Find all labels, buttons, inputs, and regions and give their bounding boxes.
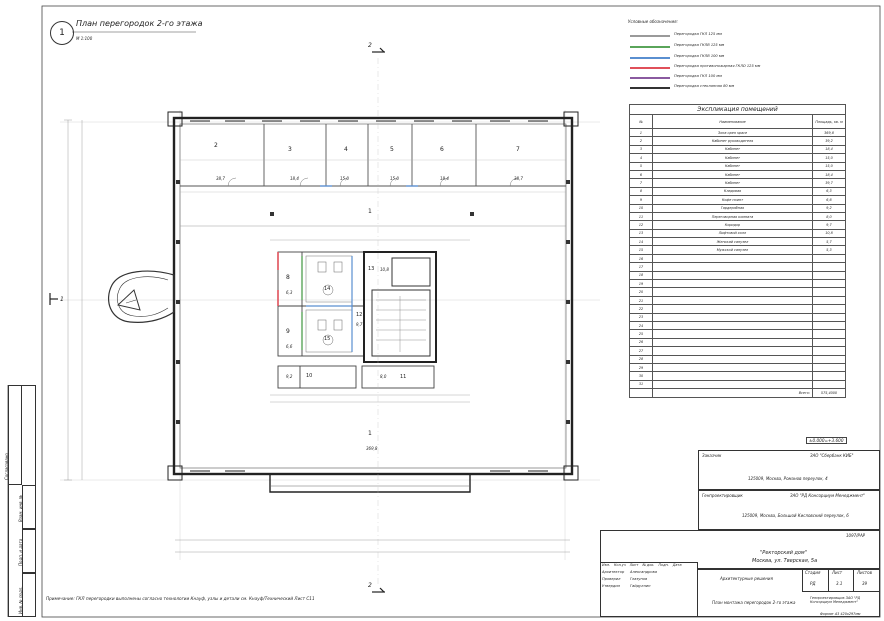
explication-cell-area [813, 363, 846, 371]
explication-cell-area [813, 305, 846, 313]
room-13-tag: 13 [368, 266, 375, 272]
explication-cell-no: 12 [630, 221, 653, 229]
side-label-approved: Согласовано [4, 453, 9, 480]
explication-cell-no: 29 [630, 363, 653, 371]
explication-cell-area [813, 254, 846, 262]
explication-row [630, 296, 846, 304]
legend-swatch [630, 77, 670, 79]
explication-cell-name [653, 288, 813, 296]
explication-row [630, 288, 846, 296]
explication-cell-area [813, 296, 846, 304]
explication-row [630, 347, 846, 355]
legend-label: Перегородка ГКЛ 125 мм [674, 32, 722, 36]
legend-swatch [630, 46, 670, 48]
explication-cell-name [653, 330, 813, 338]
explication-cell-name [653, 280, 813, 288]
legend-swatch [630, 67, 670, 69]
external-stair [109, 271, 174, 322]
explication-cell-area [813, 280, 846, 288]
explication-cell-no: 16 [630, 254, 653, 262]
legend-item [630, 84, 760, 92]
room-2-area: 38,7 [216, 176, 225, 181]
col-no-header: № [630, 115, 653, 129]
drawing-note: Примечание: ГКЛ перегородки выполнены согласно технологии Кнауф, узлы и детали см. Кнауф/Технический Лист С11 [46, 596, 315, 601]
side-cell [22, 573, 36, 617]
explication-cell-name [653, 305, 813, 313]
sheets-label: Листов [857, 570, 872, 575]
explication-cell-no: 3 [630, 145, 653, 153]
legend-item [630, 54, 760, 62]
explication-cell-area: 6,6 [813, 196, 846, 204]
legend-item [630, 32, 760, 40]
explication-cell-no: 28 [630, 355, 653, 363]
explication-cell-area [813, 355, 846, 363]
rev-header-cell: № док. [642, 563, 655, 567]
project-address: Москва, ул. Тверская, 5а [752, 558, 818, 564]
explication-cell-area [813, 288, 846, 296]
section-label-top: 2 [368, 42, 372, 49]
name-approved: Гайдуллин [630, 584, 651, 588]
customer-address: 125009, Москва, Романов переулок, 4 [748, 476, 828, 481]
room-10-tag: 10 [306, 373, 313, 379]
explication-row [630, 238, 846, 246]
explication-cell-name: Кабинет [653, 179, 813, 187]
stage-value: РД [810, 581, 816, 586]
name-architect: Александрова [630, 570, 657, 574]
explication-cell-area [813, 271, 846, 279]
explication-row [630, 145, 846, 153]
explication-cell-no: 11 [630, 212, 653, 220]
explication-total-label: Всего: [653, 389, 813, 397]
explication-row [630, 221, 846, 229]
explication-cell-area: 18,4 [813, 170, 846, 178]
side-cell [22, 529, 36, 573]
outer-walls [168, 112, 578, 492]
customer-name: ЗАО "Сбербанк КИБ" [810, 453, 854, 458]
explication-title: Экспликация помещений [630, 105, 846, 115]
explication-cell-name: Гардеробная [653, 204, 813, 212]
explication-cell-area: 6,3 [813, 187, 846, 195]
explication-cell-no: 15 [630, 246, 653, 254]
rev-header-cell: Лист [629, 563, 639, 567]
room-1-tag-upper: 1 [368, 208, 372, 215]
legend-label: Перегородка ГКЛ 100 мм [674, 74, 722, 78]
section-mark-bottom [372, 588, 385, 592]
sheets-value: 39 [862, 581, 868, 586]
section-mark-left [50, 293, 58, 305]
room-12-area: 9,7 [356, 322, 363, 327]
room-12-tag: 12 [356, 312, 363, 318]
explication-cell-name: Кабинет руководителя [653, 137, 813, 145]
explication-cell-no: 5 [630, 162, 653, 170]
explication-cell-no: 6 [630, 170, 653, 178]
side-box-approval [8, 385, 22, 485]
explication-cell-no: 31 [630, 380, 653, 388]
role-checked: Проверил [602, 577, 621, 581]
explication-cell-area: 15,0 [813, 154, 846, 162]
explication-cell-name: Кабинет [653, 170, 813, 178]
section-label-left: 1 [60, 296, 64, 303]
rev-header-cell: Изм. [602, 563, 610, 567]
legend-item [630, 74, 760, 82]
explication-cell-area: 5,7 [813, 238, 846, 246]
legend-title: Условные обозначения: [628, 19, 678, 24]
explication-row [630, 330, 846, 338]
explication-row [630, 204, 846, 212]
explication-cell-no: 2 [630, 137, 653, 145]
paper-format: Формат А3 420х297мм [820, 612, 861, 616]
room-4-area: 15,0 [340, 176, 349, 181]
explication-row [630, 280, 846, 288]
explication-cell-no: 19 [630, 280, 653, 288]
explication-row [630, 321, 846, 329]
explication-cell-area: 9,7 [813, 221, 846, 229]
explication-row [630, 271, 846, 279]
explication-cell-name [653, 347, 813, 355]
explication-body [630, 129, 846, 398]
doc-code: 1097/РАР [846, 533, 866, 538]
project-name: "Ректорский дом" [760, 550, 808, 556]
explication-cell-no: 23 [630, 313, 653, 321]
explication-cell-area: 39,2 [813, 137, 846, 145]
explication-row [630, 363, 846, 371]
room-11-area: 8,0 [380, 374, 387, 379]
explication-cell-area [813, 372, 846, 380]
explication-total-value: 575,4000 [813, 389, 846, 397]
legend-label: Перегородка противопожарная ГКЛО 125 мм [674, 64, 761, 68]
explication-row [630, 196, 846, 204]
explication-row [630, 380, 846, 388]
explication-row [630, 305, 846, 313]
explication-cell-no: 9 [630, 196, 653, 204]
sheet-number-badge: 1 [50, 21, 74, 45]
core-partitions [270, 240, 470, 402]
room-2-tag: 2 [214, 142, 218, 149]
room-9-tag: 9 [286, 328, 290, 335]
explication-row [630, 187, 846, 195]
explication-cell-area: 8,0 [813, 212, 846, 220]
explication-cell-no: 1 [630, 129, 653, 137]
explication-cell-no: 24 [630, 321, 653, 329]
side-label-inventory: Инв. № подл. [18, 586, 23, 614]
explication-cell-name: Переговорная комната [653, 212, 813, 220]
room-1-area: 369,8 [366, 446, 378, 451]
explication-cell-no: 8 [630, 187, 653, 195]
explication-cell-name [653, 296, 813, 304]
explication-cell-no: 14 [630, 238, 653, 246]
explication-cell-area [813, 330, 846, 338]
explication-cell-no: 20 [630, 288, 653, 296]
explication-row [630, 170, 846, 178]
explication-cell-area: 369,8 [813, 129, 846, 137]
explication-cell-no: 26 [630, 338, 653, 346]
explication-cell-no: 18 [630, 271, 653, 279]
explication-cell-no: 25 [630, 330, 653, 338]
room-15-tag: 15 [324, 336, 331, 342]
explication-row [630, 129, 846, 137]
room-3-area: 18,4 [290, 176, 299, 181]
room-5-area: 15,0 [390, 176, 399, 181]
explication-cell-area [813, 321, 846, 329]
customer-label: Заказчик [702, 453, 722, 458]
explication-cell-name: Мужской санузел [653, 246, 813, 254]
explication-cell-no: 21 [630, 296, 653, 304]
rev-header-cell: Кол.уч [613, 563, 626, 567]
outer-dimensions [64, 120, 570, 552]
room-5-tag: 5 [390, 146, 394, 153]
designer-address: 125009, Москва, Большой Кисловский переулок, 6 [742, 513, 849, 518]
explication-cell-name: Кладовая [653, 187, 813, 195]
explication-cell-no: 17 [630, 263, 653, 271]
explication-cell-area [813, 380, 846, 388]
room-6-tag: 6 [440, 146, 444, 153]
explication-cell-name: Кабинет [653, 145, 813, 153]
col-area-header: Площадь, кв. м [813, 115, 846, 129]
explication-total-empty [630, 389, 653, 397]
room-8-tag: 8 [286, 274, 290, 281]
explication-cell-area: 18,4 [813, 145, 846, 153]
explication-row [630, 372, 846, 380]
explication-row [630, 246, 846, 254]
legend-item [630, 64, 760, 72]
plan-scale: М 1:100 [76, 36, 93, 41]
explication-cell-name: Женский санузел [653, 238, 813, 246]
room-14-tag: 14 [324, 286, 331, 292]
explication-cell-no: 22 [630, 305, 653, 313]
explication-cell-name [653, 338, 813, 346]
explication-cell-area: 39,7 [813, 179, 846, 187]
sheet-value: 3.1 [836, 581, 843, 586]
room-8-area: 6,3 [286, 290, 293, 295]
explication-cell-name [653, 380, 813, 388]
explication-cell-no: 7 [630, 179, 653, 187]
rev-header-cell: Подп. [658, 563, 669, 567]
explication-cell-area: 10,8 [813, 229, 846, 237]
col-name-header: Наименование [653, 115, 813, 129]
rev-header-cell: Дата [672, 563, 682, 567]
explication-row [630, 137, 846, 145]
name-checked: Глазунов [630, 577, 648, 581]
explication-cell-name [653, 321, 813, 329]
legend-swatch [630, 57, 670, 59]
explication-total-row [630, 389, 846, 397]
side-label-replaces: Взам. инв. № [18, 494, 23, 522]
explication-cell-name: Зона open space [653, 129, 813, 137]
explication-row [630, 313, 846, 321]
room-7-tag: 7 [516, 146, 520, 153]
explication-cell-area: 9,2 [813, 204, 846, 212]
explication-cell-area: 15,0 [813, 162, 846, 170]
explication-cell-name: Коридор [653, 221, 813, 229]
legend-label: Перегородка ГКЛВ 125 мм [674, 43, 725, 47]
explication-row [630, 162, 846, 170]
room-10-area: 9,2 [286, 374, 293, 379]
sheet-title: План монтажа перегородок 2-го этажа [712, 600, 796, 605]
explication-cell-area [813, 347, 846, 355]
legend-item [630, 43, 760, 51]
explication-cell-name: Лифтовой холл [653, 229, 813, 237]
section-name: Архитектурные решения [720, 576, 773, 581]
role-architect: Архитектор [602, 570, 625, 574]
explication-cell-name [653, 271, 813, 279]
explication-cell-name [653, 363, 813, 371]
room-4-tag: 4 [344, 146, 348, 153]
legend-label: Перегородка стеклянная 80 мм [674, 84, 735, 88]
explication-cell-name: Кабинет [653, 162, 813, 170]
designer-label: Генпроектировщик [702, 493, 743, 498]
room-11-tag: 11 [400, 374, 407, 380]
explication-row [630, 263, 846, 271]
explication-cell-no: 27 [630, 347, 653, 355]
designer-name: ЗАО "РД Консорциум Менеджмент" [790, 493, 866, 498]
explication-row [630, 229, 846, 237]
explication-cell-name: Кофе поинт [653, 196, 813, 204]
explication-cell-name [653, 254, 813, 262]
explication-cell-name [653, 313, 813, 321]
room-1-tag: 1 [368, 430, 372, 437]
sheet-label: Лист [832, 570, 843, 575]
explication-cell-area [813, 263, 846, 271]
side-cell [22, 485, 36, 529]
room-13-area: 10,8 [380, 267, 389, 272]
explication-cell-name [653, 263, 813, 271]
stage-label: Стадия [805, 570, 821, 575]
explication-row [630, 212, 846, 220]
explication-row [630, 338, 846, 346]
room-9-area: 6,6 [286, 344, 293, 349]
explication-row [630, 179, 846, 187]
level-mark: ±0.000=+3.600 [806, 437, 847, 444]
explication-cell-area [813, 313, 846, 321]
room-3-tag: 3 [288, 146, 292, 153]
explication-cell-name [653, 355, 813, 363]
explication-cell-no: 30 [630, 372, 653, 380]
section-mark-top [372, 48, 385, 52]
legend-swatch [630, 87, 670, 89]
company-name: Генпроектировщик ЗАО "РД Консорциум Менеджмент" [810, 596, 861, 604]
explication-row [630, 154, 846, 162]
room-7-area: 38,7 [514, 176, 523, 181]
explication-cell-name: Кабинет [653, 154, 813, 162]
side-label-sign-date: Подп. и дата [18, 538, 23, 566]
explication-cell-area: 5,3 [813, 246, 846, 254]
explication-cell-no: 13 [630, 229, 653, 237]
section-label-bottom: 2 [368, 582, 372, 589]
legend-label: Перегородка ГКЛВ 100 мм [674, 54, 725, 58]
role-approved: Утвердил [602, 584, 621, 588]
office-partitions [180, 124, 566, 226]
explication-row [630, 254, 846, 262]
room-6-area: 18,4 [440, 176, 449, 181]
explication-cell-area [813, 338, 846, 346]
explication-cell-no: 10 [630, 204, 653, 212]
plan-title: План перегородок 2-го этажа [76, 19, 203, 28]
explication-row [630, 355, 846, 363]
explication-cell-name [653, 372, 813, 380]
legend-swatch [630, 35, 670, 37]
rev-headers [602, 563, 686, 567]
explication-table [629, 104, 846, 398]
explication-cell-no: 4 [630, 154, 653, 162]
